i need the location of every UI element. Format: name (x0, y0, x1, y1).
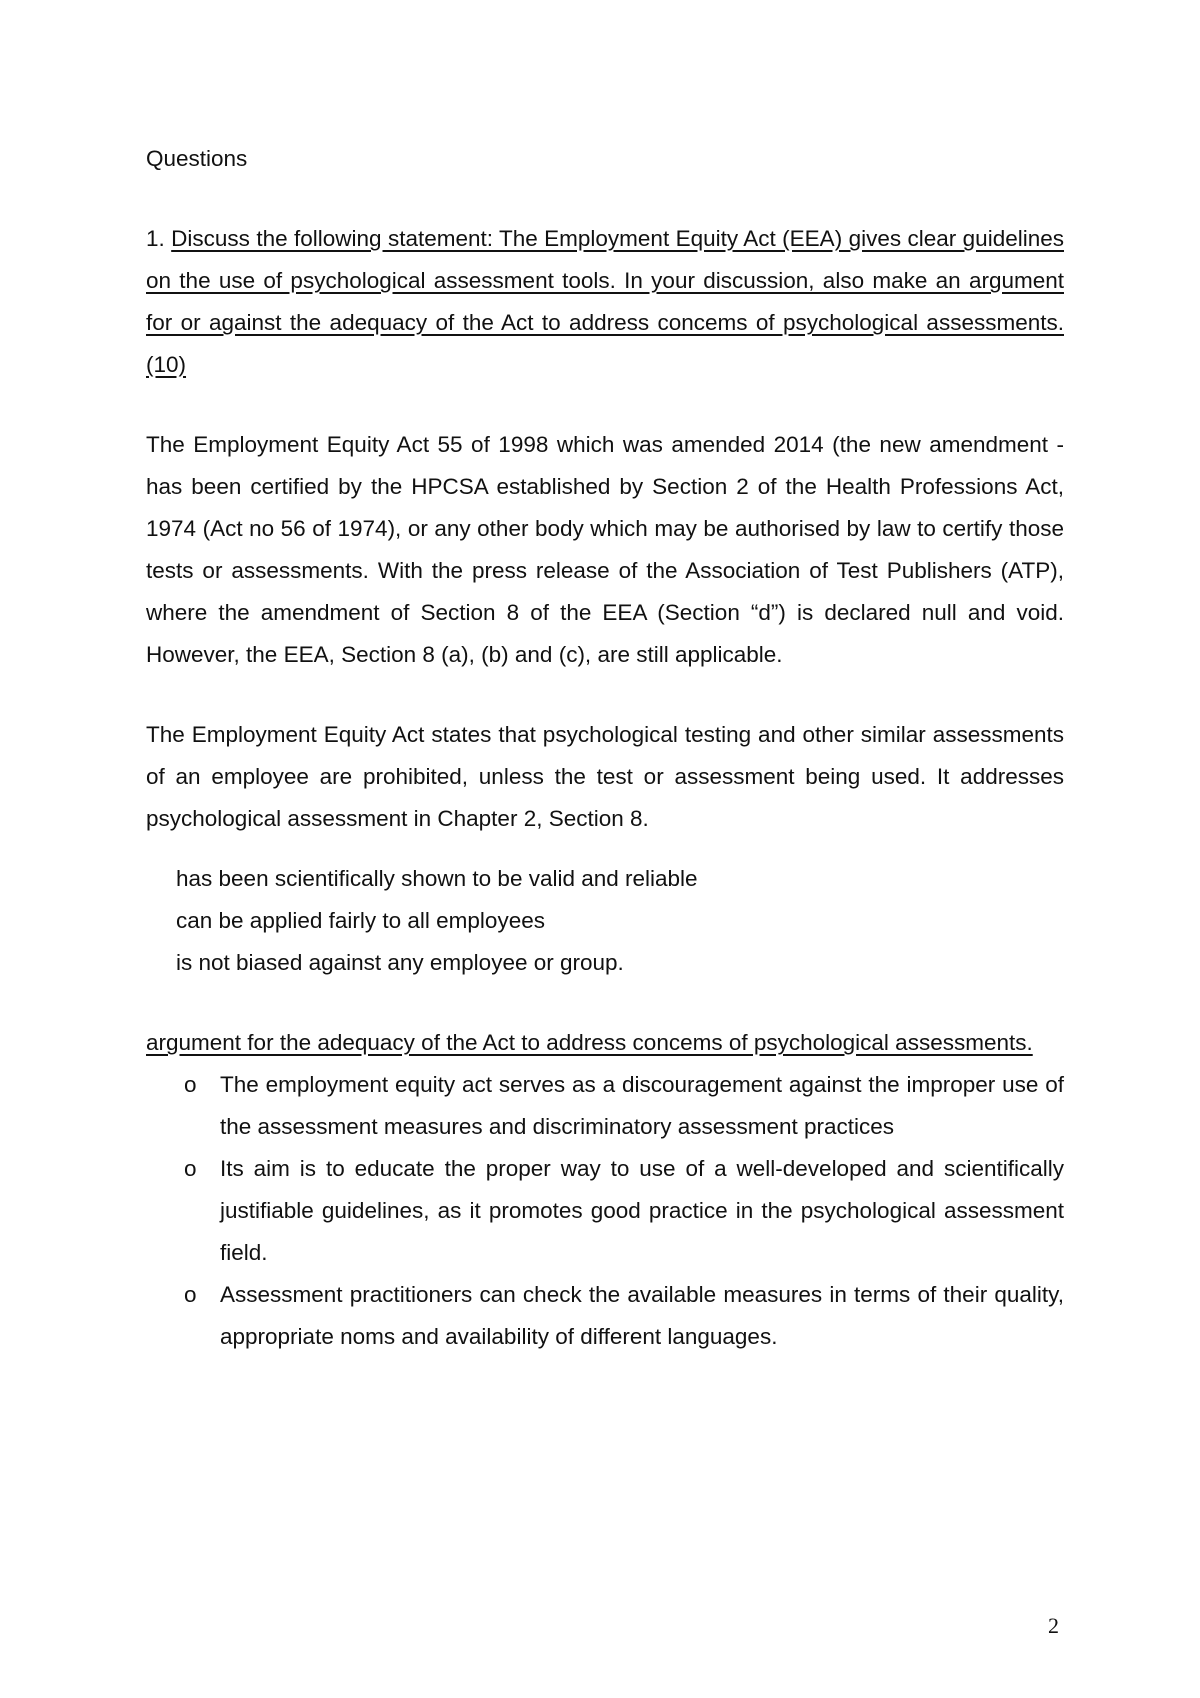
condition-item: has been scientifically shown to be valid and reliable (176, 866, 698, 891)
section-heading: Questions (146, 146, 248, 171)
question-1 (146, 218, 1064, 386)
argument-heading: argument for the adequacy of the Act to address concems of psychological assessments. (146, 1030, 1033, 1055)
argument-bullet-item (146, 1148, 1064, 1274)
bullet-marker: o (184, 1282, 197, 1307)
argument-bullet-item (146, 1064, 1064, 1148)
conditions-list (176, 858, 1064, 984)
condition-item: can be applied fairly to all employees (176, 908, 545, 933)
bullet-marker: o (184, 1156, 197, 1181)
argument-bullet-item (146, 1274, 1064, 1358)
bullet-text: Its aim is to educate the proper way to use of a well-developed and scientifically justifiable guidelines, as it promotes good practice in the psychological assessment field. (220, 1156, 1064, 1265)
bullet-text: The employment equity act serves as a discouragement against the improper use of the assessment measures and discriminatory assessment practices (220, 1072, 1064, 1139)
question-text: Discuss the following statement: The Employment Equity Act (EEA) gives clear guidelines on the use of psychological assessment tools. In your discussion, also make an argument for or against the adequacy of the Act to address concems of psychological assessments. (10) (146, 226, 1064, 377)
question-number: 1. (146, 226, 165, 251)
bullet-marker: o (184, 1072, 197, 1097)
page-number: 2 (1048, 1613, 1059, 1638)
paragraph-eea-testing: The Employment Equity Act states that psychological testing and other similar assessments of an employee are prohibited, unless the test or assessment being used. It addresses psychological assessment in Chapter 2, Section 8. (146, 722, 1064, 831)
condition-item: is not biased against any employee or group. (176, 950, 624, 975)
argument-bullet-list (146, 1064, 1064, 1358)
paragraph-eea-amendment: The Employment Equity Act 55 of 1998 which was amended 2014 (the new amendment - has been certified by the HPCSA established by Section 2 of the Health Professions Act, 1974 (Act no 56 of 1974), or any other body which may be authorised by law to certify those tests or assessments. With the press release of the Association of Test Publishers (ATP), where the amendment of Section 8 of the EEA (Section “d”) is declared null and void. However, the EEA, Section 8 (a), (b) and (c), are still applicable. (146, 432, 1064, 667)
bullet-text: Assessment practitioners can check the available measures in terms of their quality, appropriate noms and availability of different languages. (220, 1282, 1064, 1349)
page-content (146, 138, 1064, 1358)
